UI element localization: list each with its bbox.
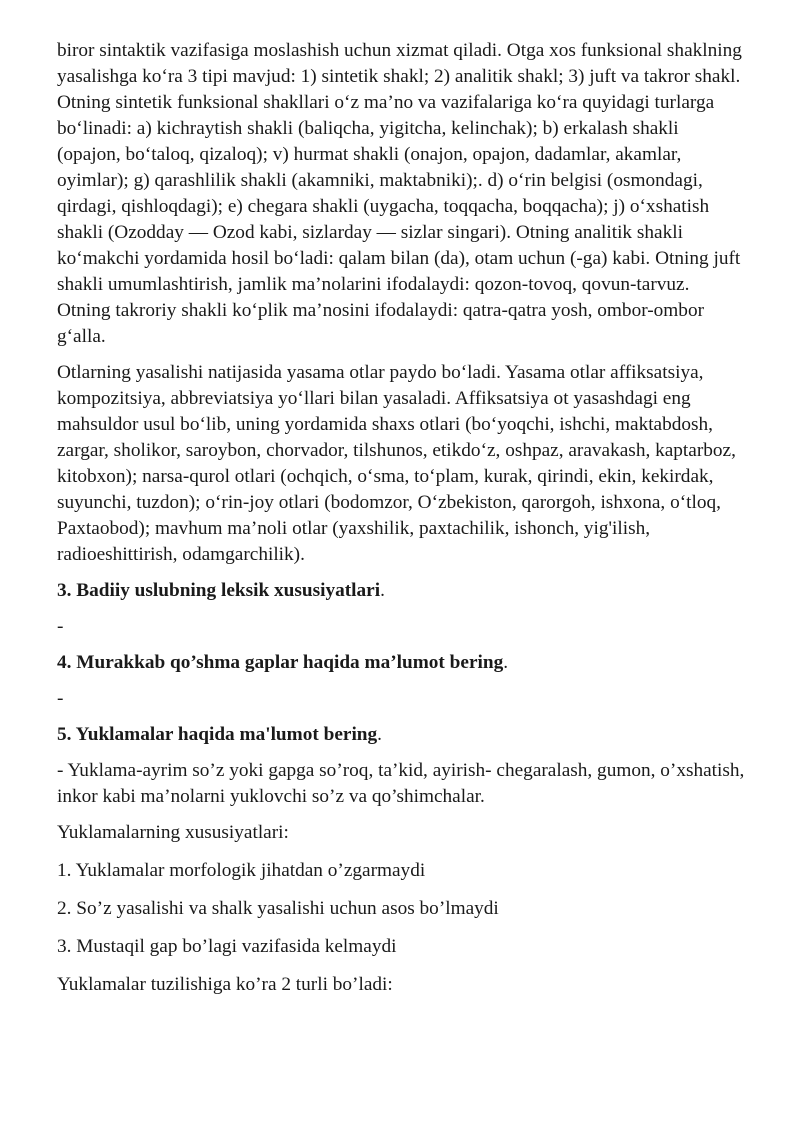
feature-item-2: 2. So’z yasalishi va shalk yasalishi uchun asos bo’lmaydi (57, 898, 499, 919)
section-5-answer: - Yuklama-ayrim so’z yoki gapga so’roq, ta’kid, ayirish- chegaralash, gumon, o’xshatish, inkor kabi ma’nolarni yuklovchi so’z va qo’shimchalar. (57, 760, 745, 807)
paragraph-noun-derivation: Otlarning yasalishi natijasida yasama otlar paydo bo‘ladi. Yasama otlar affiksatsiya, kompozitsiya, abbreviatsiya yo‘llari bilan yasaladi. Affiksatsiya ot yasashdagi eng mahsuldor usul bo‘lib, uning yordamida shaxs otlari (bo‘yoqchi, ishchi, maktabdosh, zargar, sholikor, saroybon, chorvador, tilshunos, etikdo‘z, oshpaz, aravakash, kaptarboz, kitobxon); narsa-qurol otlari (ochqich, o‘sma, to‘plam, kurak, qirindi, ekin, kekirdak, suyunchi, tuzdon); o‘rin-joy otlari (bodomzor, O‘zbekiston, qarorgoh, ishxona, o‘tloq, Paxtaobod); mavhum ma’noli otlar (yaxshilik, paxtachilik, ishonch, yig'ilish, radioeshittirish, odamgarchilik). (57, 362, 736, 565)
structure-intro: Yuklamalar tuzilishiga ko’ra 2 turli bo’ladi: (57, 974, 393, 995)
section-4-answer: - (57, 688, 64, 709)
feature-item-1: 1. Yuklamalar morfologik jihatdan o’zgarmaydi (57, 860, 426, 881)
section-3-heading (57, 578, 747, 604)
section-3-title: 3. Badiiy uslubning leksik xususiyatlari (57, 580, 381, 601)
document-page (57, 38, 747, 1010)
section-5-heading (57, 722, 747, 748)
section-4-heading (57, 650, 747, 676)
section-4-period: . (503, 652, 509, 673)
feature-item-3: 3. Mustaqil gap bo’lagi vazifasida kelmaydi (57, 936, 397, 957)
section-3-period: . (380, 580, 385, 601)
features-intro: Yuklamalarning xususiyatlari: (57, 822, 289, 843)
section-5-title: 5. Yuklamalar haqida ma'lumot bering (57, 724, 378, 745)
section-4-title: 4. Murakkab qo’shma gaplar haqida ma’lumot bering (57, 652, 504, 673)
section-3-answer: - (57, 616, 64, 637)
paragraph-noun-forms: biror sintaktik vazifasiga moslashish uchun xizmat qiladi. Otga xos funksional shaklning yasalishga ko‘ra 3 tipi mavjud: 1) sintetik shakl; 2) analitik shakl; 3) juft va takror shakl. Otning sintetik funksional shakllari o‘z ma’no va vazifalariga ko‘ra quyidagi turlarga bo‘linadi: a) kichraytish shakli (baliqcha, yigitcha, kelinchak); b) erkalash shakli (opajon, bo‘taloq, qizaloq); v) hurmat shakli (onajon, opajon, dadamlar, akamlar, oyimlar); g) qarashlilik shakli (akamniki, maktabniki);. d) o‘rin belgisi (osmondagi, qirdagi, qishloqdagi); e) chegara shakli (uygacha, toqqacha, boqqacha); j) o‘xshatish shakli (Ozodday — Ozod kabi, sizlarday — sizlar singari). Otning analitik shakli ko‘makchi yordamida hosil bo‘ladi: qalam bilan (da), otam uchun (-ga) kabi. Otning juft shakli umumlashtirish, jamlik ma’nolarini ifodalaydi: qozon-tovoq, qovun-tarvuz. Otning takroriy shakli ko‘plik ma’nosini ifodalaydi: qatra-qatra yosh, ombor-ombor g‘alla. (57, 40, 742, 347)
section-5-period: . (377, 724, 382, 745)
